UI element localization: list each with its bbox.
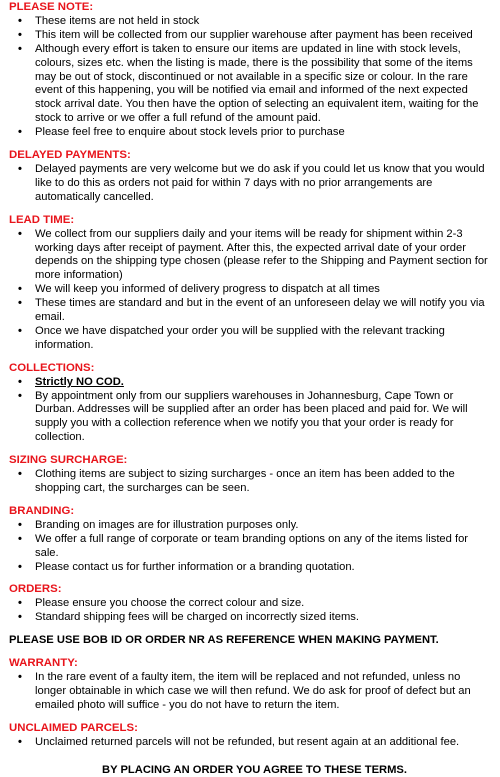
section-please-note [9,1,494,140]
agreement-notice: BY PLACING AN ORDER YOU AGREE TO THESE TERMS. [9,764,494,777]
bullet-icon: • [10,228,30,242]
list-item-text: By appointment only from our suppliers warehouses in Johannesburg, Cape Town or Durban. Addresses will be supplied after an order has been placed and paid for. We will supply you with a collection reference when we notify you that your order is ready for collection. [35,390,468,444]
list-item-text: Standard shipping fees will be charged on incorrectly sized items. [35,611,359,623]
list-item [9,15,494,29]
list-item [9,671,494,713]
list-item-text: Branding on images are for illustration purposes only. [35,519,298,531]
list-item [9,126,494,140]
list-item [9,29,494,43]
bullet-icon: • [10,43,30,57]
bullet-icon: • [10,325,30,339]
bullet-list [9,597,494,625]
section-collections [9,362,494,445]
bullet-icon: • [10,390,30,404]
list-item [9,376,494,390]
list-item [9,519,494,533]
section-heading: DELAYED PAYMENTS: [9,149,494,163]
list-item [9,468,494,496]
list-item-text: We will keep you informed of delivery progress to dispatch at all times [35,283,380,295]
section-heading: BRANDING: [9,505,494,519]
bullet-list [9,468,494,496]
list-item-text: These items are not held in stock [35,15,199,27]
list-item [9,163,494,205]
list-item-text: This item will be collected from our supplier warehouse after payment has been received [35,29,473,41]
bullet-icon: • [10,163,30,177]
bullet-list [9,376,494,446]
bullet-icon: • [10,297,30,311]
list-item-text: We offer a full range of corporate or team branding options on any of the items listed for sale. [35,533,468,559]
bullet-list [9,228,494,353]
bullet-list [9,671,494,713]
section-heading: UNCLAIMED PARCELS: [9,722,494,736]
section-heading: ORDERS: [9,583,494,597]
list-item-text: Although every effort is taken to ensure our items are updated in line with stock levels, colours, sizes etc. when the listing is made, there is the possibility that some of the items may be out of stock, discontinued or not available in a specific size or colour. In the rare event of this happening, you will be notified via email and informed of the next expected stock arrival date. You then have the option of selecting an equivalent item, waiting for the stock to arrive or we offer a full refund of the amount paid. [35,43,478,125]
list-item-text: Unclaimed returned parcels will not be refunded, but resent again at an additional fee. [35,736,459,748]
bullet-list [9,519,494,575]
section-heading: LEAD TIME: [9,214,494,228]
bullet-icon: • [10,15,30,29]
section-heading: PLEASE NOTE: [9,1,494,15]
bullet-icon: • [10,126,30,140]
list-item-text: We collect from our suppliers daily and your items will be ready for shipment within 2-3 working days after receipt of payment. After this, the expected arrival date of your order depends on the shipping type chosen (please refer to the Shipping and Payment section for more information) [35,228,488,282]
bullet-icon: • [10,736,30,750]
section-delayed-payments [9,149,494,205]
list-item-text: Clothing items are subject to sizing surcharges - once an item has been added to the shopping cart, the surcharges can be seen. [35,468,455,494]
bullet-icon: • [10,29,30,43]
section-sizing-surcharge [9,454,494,496]
list-item [9,533,494,561]
bullet-icon: • [10,561,30,575]
list-item-text: These times are standard and but in the event of an unforeseen delay we will notify you via email. [35,297,485,323]
list-item [9,297,494,325]
section-unclaimed-parcels [9,722,494,750]
bullet-icon: • [10,671,30,685]
section-orders [9,583,494,625]
section-heading: SIZING SURCHARGE: [9,454,494,468]
list-item [9,228,494,284]
bullet-icon: • [10,519,30,533]
bullet-list [9,15,494,140]
section-heading: WARRANTY: [9,657,494,671]
no-cod-notice: Strictly NO COD. [35,376,124,388]
list-item-text: Delayed payments are very welcome but we do ask if you could let us know that you would like to do this as orders not paid for within 7 days with no prior arrangements are automatically cancelled. [35,163,485,203]
list-item [9,597,494,611]
list-item [9,561,494,575]
bullet-icon: • [10,533,30,547]
section-branding [9,505,494,575]
payment-reference-notice: PLEASE USE BOB ID OR ORDER NR AS REFERENCE WHEN MAKING PAYMENT. [9,634,494,648]
list-item [9,736,494,750]
bullet-list [9,736,494,750]
bullet-icon: • [10,597,30,611]
bullet-icon: • [10,468,30,482]
bullet-list [9,163,494,205]
list-item [9,325,494,353]
list-item [9,611,494,625]
list-item [9,283,494,297]
section-heading: COLLECTIONS: [9,362,494,376]
list-item [9,390,494,446]
list-item-text: Please feel free to enquire about stock levels prior to purchase [35,126,345,138]
list-item-text: Please ensure you choose the correct colour and size. [35,597,304,609]
section-lead-time [9,214,494,353]
list-item-text: In the rare event of a faulty item, the item will be replaced and not refunded, unless no longer obtainable in which case we will then refund. We do ask for proof of defect but an emailed photo will suffice - you do not have to return the item. [35,671,471,711]
bullet-icon: • [10,611,30,625]
list-item-text: Once we have dispatched your order you will be supplied with the relevant tracking information. [35,325,445,351]
bullet-icon: • [10,283,30,297]
list-item-text: Please contact us for further information or a branding quotation. [35,561,355,573]
bullet-icon: • [10,376,30,390]
list-item [9,43,494,126]
section-warranty [9,657,494,713]
